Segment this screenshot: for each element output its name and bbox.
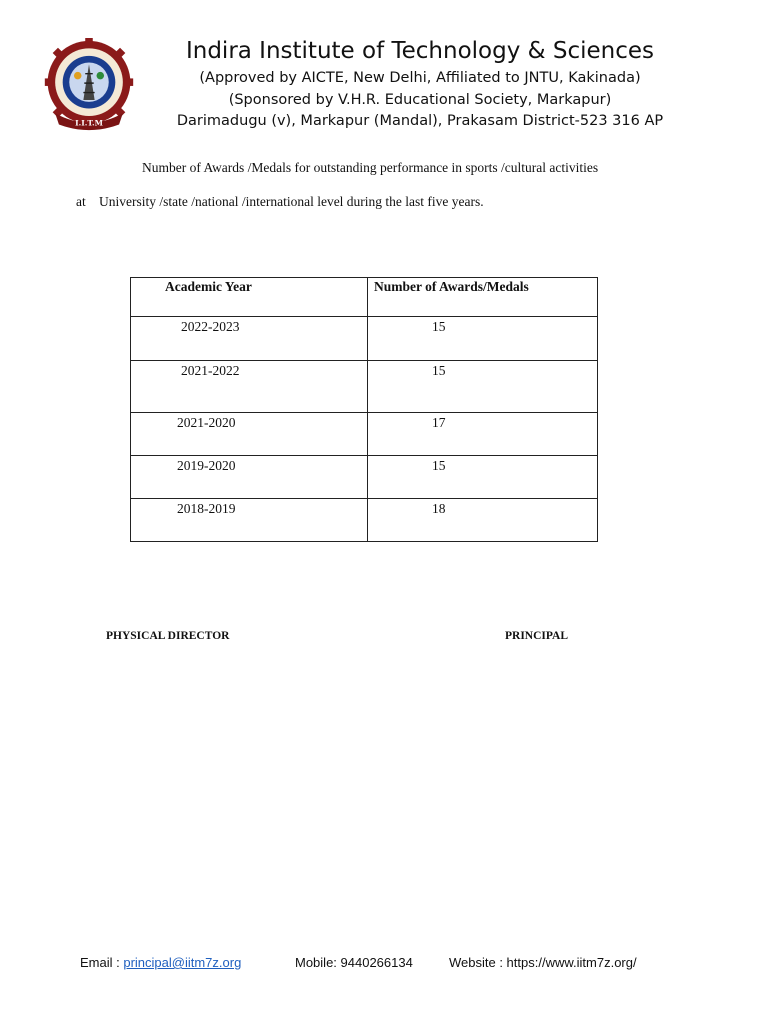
institute-name: Indira Institute of Technology & Sciences (185, 38, 655, 64)
footer-mobile: Mobile: 9440266134 (295, 955, 413, 970)
physical-director-signature: PHYSICAL DIRECTOR (106, 630, 230, 642)
intro-at: at (76, 194, 86, 209)
footer-email (80, 955, 241, 970)
cell-year: 2022-2023 (131, 317, 368, 361)
approval-line: (Approved by AICTE, New Delhi, Affiliated to JNTU, Kakinada) (199, 70, 641, 86)
cell-count: 15 (368, 317, 598, 361)
cell-count: 18 (368, 499, 598, 542)
table-row (131, 456, 598, 499)
intro-line-1: Number of Awards /Medals for outstanding performance in sports /cultural activities (142, 160, 599, 175)
email-label: Email : (80, 955, 124, 970)
sponsor-line: (Sponsored by V.H.R. Educational Society, Markapur) (228, 92, 612, 108)
footer-website: Website : https://www.iitm7z.org/ (449, 955, 637, 970)
cell-year: 2021-2020 (131, 413, 368, 456)
awards-table (130, 277, 598, 542)
table-row (131, 413, 598, 456)
cell-year: 2021-2022 (131, 361, 368, 413)
header-awards-count: Number of Awards/Medals (368, 278, 598, 317)
cell-count: 17 (368, 413, 598, 456)
cell-count: 15 (368, 456, 598, 499)
institute-logo (42, 38, 136, 132)
principal-signature: PRINCIPAL (505, 630, 569, 642)
intro-line-2-text: University /state /national /international level during the last five years. (99, 194, 484, 209)
table-header-row (131, 278, 598, 317)
table-row (131, 499, 598, 542)
cell-year: 2019-2020 (131, 456, 368, 499)
gear-icon (45, 38, 133, 126)
address-line: Darimadugu (v), Markapur (Mandal), Prakasam District-523 316 AP (176, 113, 664, 129)
intro-line-2 (76, 194, 484, 210)
logo-ribbon-text: I.I.T.M (75, 118, 103, 128)
header-academic-year: Academic Year (131, 278, 368, 317)
cell-year: 2018-2019 (131, 499, 368, 542)
table-row (131, 317, 598, 361)
table-row (131, 361, 598, 413)
cell-count: 15 (368, 361, 598, 413)
email-link[interactable]: principal@iitm7z.org (123, 955, 242, 970)
